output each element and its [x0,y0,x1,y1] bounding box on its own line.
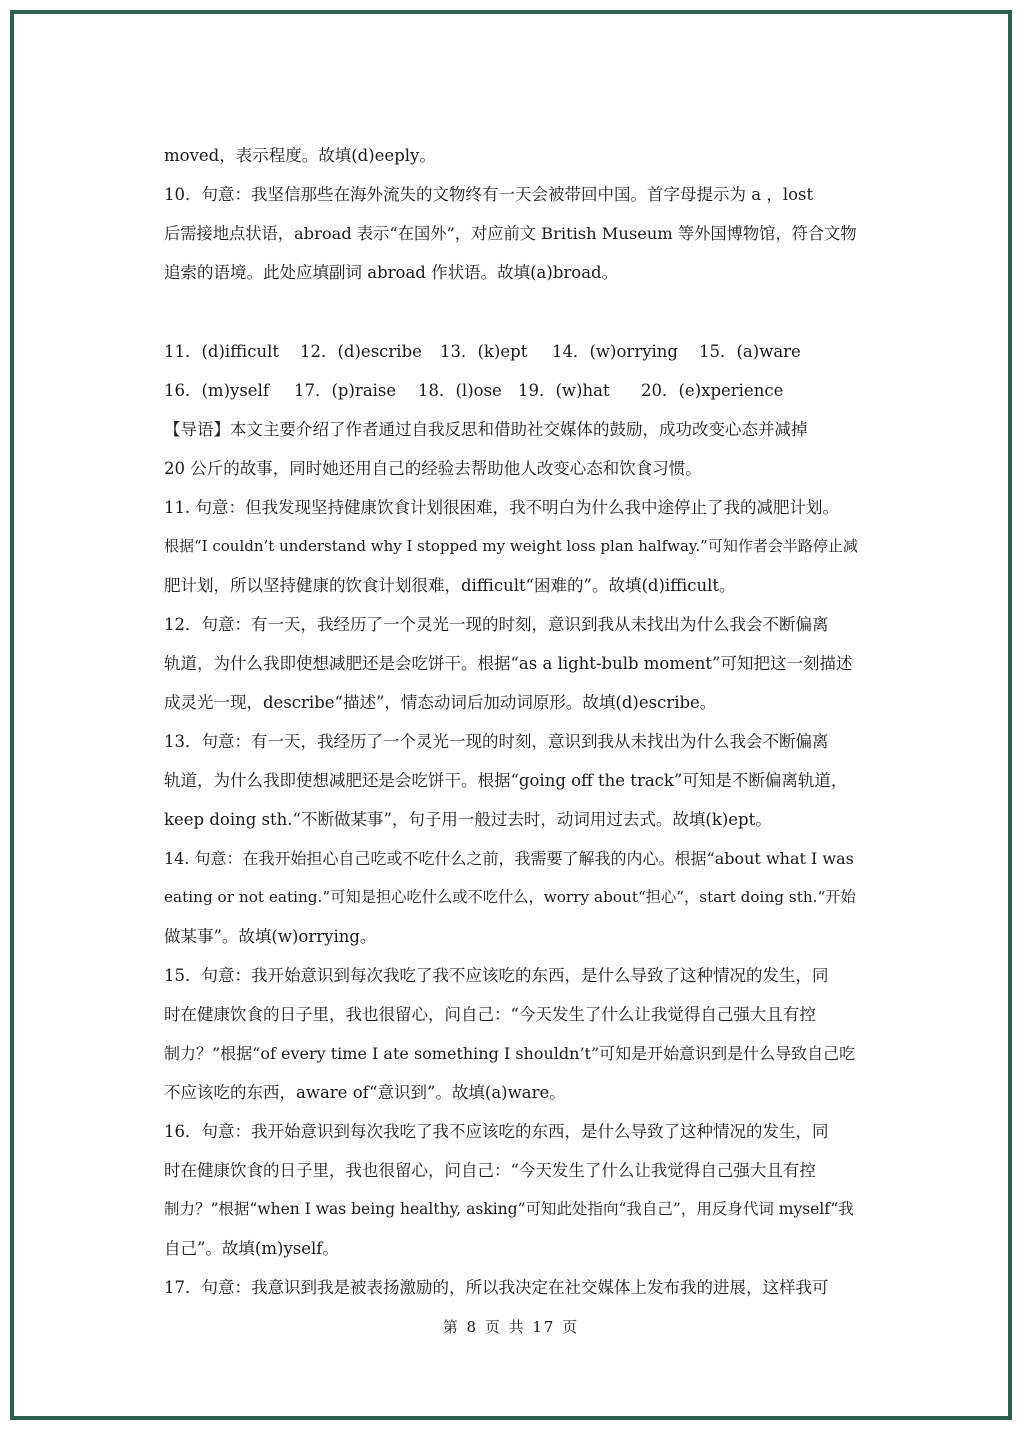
text-line: 15．句意：我开始意识到每次我吃了我不应该吃的东西，是什么导致了这种情况的发生，同 [164,966,829,985]
text-line: keep doing sth.“不断做某事”，句子用一般过去时，动词用过去式。故填(k)ept。 [164,810,772,829]
answer-item: 19．(w)hat [518,381,610,400]
answer-item: 13．(k)ept [440,342,528,361]
text-line: 追索的语境。此处应填副词 abroad 作状语。故填(a)broad。 [164,263,619,282]
text-line: 不应该吃的东西，aware of“意识到”。故填(a)ware。 [164,1083,566,1102]
paragraph-gap [164,292,864,332]
text-line: 轨道，为什么我即使想减肥还是会吃饼干。根据“as a light-bulb moment”可知把这一刻描述 [164,654,853,673]
text-line: 【导语】本文主要介绍了作者通过自我反思和借助社交媒体的鼓励，成功改变心态并减掉 [164,420,808,439]
text-line: 10．句意：我坚信那些在海外流失的文物终有一天会被带回中国。首字母提示为 a ，lost [164,185,814,204]
text-line: 后需接地点状语，abroad 表示“在国外”，对应前文 British Museum 等外国博物馆，符合文物 [164,224,857,243]
text-line: eating or not eating.”可知是担心吃什么或不吃什么，worry about“担心”，start doing sth.“开始 [164,888,856,906]
page-number-footer: 第 8 页 共 17 页 [442,1318,580,1336]
text-line: 根据“I couldn’t understand why I stopped my weight loss plan halfway.”可知作者会半路停止减 [164,537,858,555]
text-line: 14. 句意：在我开始担心自己吃或不吃什么之前，我需要了解我的内心。根据“about what I was [164,849,854,868]
text-line: 时在健康饮食的日子里，我也很留心，问自己：“今天发生了什么让我觉得自己强大且有控 [164,1005,816,1024]
answer-item: 15．(a)ware [699,342,801,361]
text-line: 成灵光一现，describe“描述”，情态动词后加动词原形。故填(d)escribe。 [164,693,717,712]
text-line: 16．句意：我开始意识到每次我吃了我不应该吃的东西，是什么导致了这种情况的发生，同 [164,1122,829,1141]
document-body [164,136,864,1307]
text-line: 肥计划，所以坚持健康的饮食计划很难，difficult“困难的”。故填(d)ifficult。 [164,576,736,595]
answer-item: 18．(l)ose [418,381,502,400]
answer-row-2 [164,371,864,410]
text-line: 11. 句意：但我发现坚持健康饮食计划很困难，我不明白为什么我中途停止了我的减肥计划。 [164,498,839,517]
answer-item: 17．(p)raise [294,381,397,400]
text-line: 制力？”根据“of every time I ate something I shouldn’t”可知是开始意识到是什么导致自己吃 [164,1044,856,1063]
text-line: 制力？”根据“when I was being healthy, asking”可知此处指向“我自己”，用反身代词 myself“我 [164,1200,854,1218]
answer-item: 12．(d)escribe [300,342,422,361]
text-line: 17．句意：我意识到我是被表扬激励的，所以我决定在社交媒体上发布我的进展，这样我可 [164,1278,829,1297]
text-line: 自己”。故填(m)yself。 [164,1239,339,1258]
answer-item: 20．(e)xperience [641,381,784,400]
text-line: moved，表示程度。故填(d)eeply。 [164,146,436,165]
text-line: 20 公斤的故事，同时她还用自己的经验去帮助他人改变心态和饮食习惯。 [164,459,702,478]
answer-item: 11．(d)ifficult [164,342,279,361]
answer-row-1 [164,332,864,371]
text-line: 轨道，为什么我即使想减肥还是会吃饼干。根据“going off the track”可知是不断偏离轨道， [164,771,848,790]
answer-item: 14．(w)orrying [552,342,678,361]
text-line: 做某事”。故填(w)orrying。 [164,927,377,946]
text-line: 13．句意：有一天，我经历了一个灵光一现的时刻，意识到我从未找出为什么我会不断偏离 [164,732,829,751]
text-line: 12．句意：有一天，我经历了一个灵光一现的时刻，意识到我从未找出为什么我会不断偏离 [164,615,829,634]
answer-item: 16．(m)yself [164,381,269,400]
text-line: 时在健康饮食的日子里，我也很留心，问自己：“今天发生了什么让我觉得自己强大且有控 [164,1161,816,1180]
